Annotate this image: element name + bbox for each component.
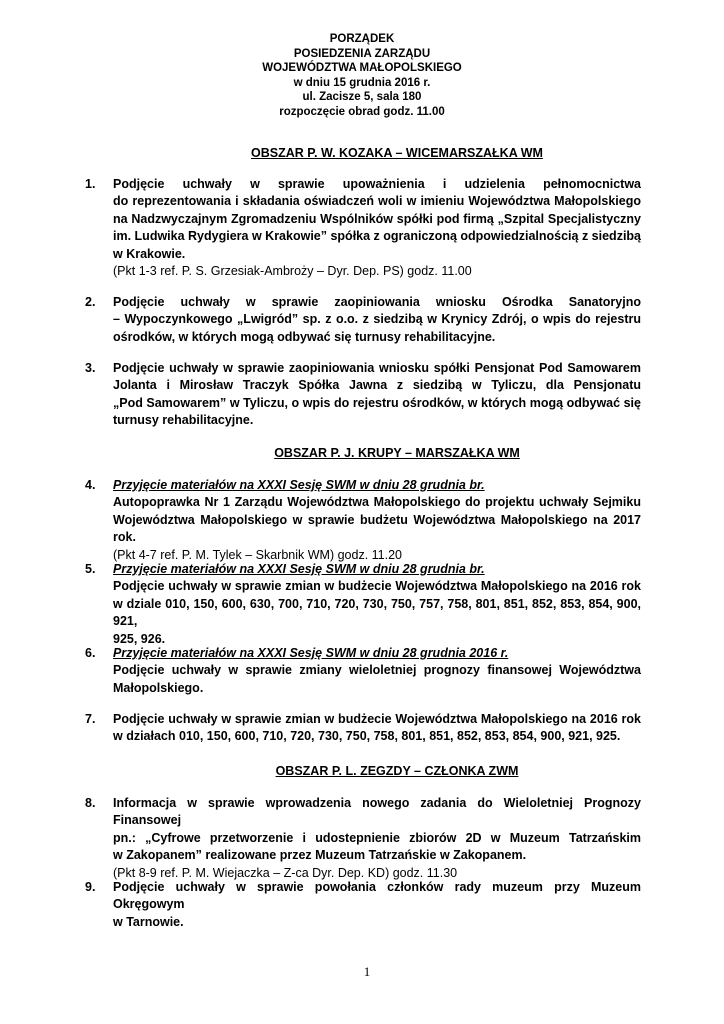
agenda-item xyxy=(85,176,641,280)
item-number: 7. xyxy=(85,712,96,726)
item-session-heading: Przyjęcie materiałów na XXXI Sesję SWM w dniu 28 grudnia br. xyxy=(113,562,485,576)
section-heading: OBSZAR P. J. KRUPY – MARSZAŁKA WM xyxy=(274,446,520,460)
item-text-line: w Zakopanem” realizowane przez Muzeum Tatrzańskie w Zakopanem. xyxy=(113,848,527,863)
item-text-line: w działach 010, 150, 600, 710, 720, 730, 750, 758, 801, 851, 852, 853, 854, 900, 921, 925. xyxy=(113,729,621,744)
item-text-line: w Krakowie. xyxy=(113,246,186,261)
item-text-line: Podjęcie uchwały w sprawie powołania członków rady muzeum przy Muzeum Okręgowym xyxy=(113,880,641,912)
item-text-line: ośrodków, w których mogą odbywać się turnusy rehabilitacyjne. xyxy=(113,329,496,344)
item-number: 6. xyxy=(85,646,96,660)
item-text-line: Województwa Małopolskiego w sprawie budżetu Województwa Małopolskiego na 2017 rok. xyxy=(113,512,641,545)
item-number: 3. xyxy=(85,361,96,375)
header-start-time: rozpoczęcie obrad godz. 11.00 xyxy=(279,105,445,118)
header-date: w dniu 15 grudnia 2016 r. xyxy=(293,76,431,89)
item-text-line: Jolanta i Mirosław Traczyk Spółka Jawna z siedzibą w Tyliczu, dla Pensjonatu xyxy=(113,378,641,393)
item-number: 2. xyxy=(85,295,96,309)
item-session-heading: Przyjęcie materiałów na XXXI Sesję SWM w dniu 28 grudnia br. xyxy=(113,478,485,492)
item-text-line: – Wypoczynkowego „Lwigród” sp. z o.o. z siedzibą w Krynicy Zdrój, o wpis do rejestru xyxy=(113,312,641,327)
header-subtitle: POSIEDZENIA ZARZĄDU xyxy=(293,47,431,60)
item-text-line: w dziale 010, 150, 600, 630, 700, 710, 720, 730, 750, 757, 758, 801, 851, 852, 853, 854, 900, 921, xyxy=(113,596,641,629)
item-text-line: do reprezentowania i składania oświadczeń woli w imieniu Województwa Małopolskiego xyxy=(113,194,641,209)
agenda-item xyxy=(85,360,641,430)
section-heading: OBSZAR P. W. KOZAKA – WICEMARSZAŁKA WM xyxy=(251,146,543,160)
item-text-line: Podjęcie uchwały w sprawie upoważnienia i udzielenia pełnomocnictwa xyxy=(113,177,641,191)
item-text-line: Podjęcie uchwały w sprawie zaopiniowania wniosku Ośrodka Sanatoryjno xyxy=(113,295,641,309)
item-text-line: na Nadzwyczajnym Zgromadzeniu Wspólników spółki pod firmą „Szpital Specjalistyczny xyxy=(113,211,641,226)
header-organization: WOJEWÓDZTWA MAŁOPOLSKIEGO xyxy=(262,62,462,75)
item-number: 1. xyxy=(85,177,96,191)
item-reference-note: (Pkt 8-9 ref. P. M. Wiejaczka – Z-ca Dyr. Dep. KD) godz. 11.30 xyxy=(113,865,458,880)
item-text-line: Podjęcie uchwały w sprawie zmian w budżecie Województwa Małopolskiego na 2016 rok xyxy=(113,579,641,594)
item-number: 9. xyxy=(85,880,96,894)
item-text-line: Informacja w sprawie wprowadzenia nowego zadania do Wieloletniej Prognozy Finansowej xyxy=(113,796,641,828)
item-text-line: Podjęcie uchwały w sprawie zmiany wieloletniej prognozy finansowej Województwa xyxy=(113,663,641,678)
item-reference-note: (Pkt 4-7 ref. P. M. Tylek – Skarbnik WM) godz. 11.20 xyxy=(113,547,403,562)
item-text-line: Podjęcie uchwały w sprawie zaopiniowania wniosku spółki Pensjonat Pod Samowarem xyxy=(113,361,641,375)
agenda-item xyxy=(85,477,641,564)
agenda-item xyxy=(85,645,641,697)
item-text-line: „Pod Samowarem” w Tyliczu, o wpis do rejestru ośrodków, w których mogą odbywać się xyxy=(113,395,641,410)
agenda-item xyxy=(85,294,641,346)
item-number: 8. xyxy=(85,796,96,810)
item-text-line: w Tarnowie. xyxy=(113,914,184,929)
header-title: PORZĄDEK xyxy=(329,33,395,45)
item-text-line: Autopoprawka Nr 1 Zarządu Województwa Małopolskiego do projektu uchwały Sejmiku xyxy=(113,495,641,510)
document-header xyxy=(0,32,724,120)
item-reference-note: (Pkt 1-3 ref. P. S. Grzesiak-Ambroży – Dyr. Dep. PS) godz. 11.00 xyxy=(113,264,472,279)
item-number: 5. xyxy=(85,562,96,576)
item-text-line: Małopolskiego. xyxy=(113,680,204,695)
agenda-item xyxy=(85,711,641,746)
item-text-line: 925, 926. xyxy=(113,631,166,646)
agenda-item xyxy=(85,879,641,931)
item-text-line: turnusy rehabilitacyjne. xyxy=(113,413,254,428)
item-text-line: Podjęcie uchwały w sprawie zmian w budżecie Województwa Małopolskiego na 2016 rok xyxy=(113,712,641,726)
agenda-item xyxy=(85,795,641,882)
item-text-line: pn.: „Cyfrowe przetworzenie i udostepnienie zbiorów 2D w Muzeum Tatrzańskim xyxy=(113,830,641,845)
item-number: 4. xyxy=(85,478,96,492)
page-number: 1 xyxy=(363,964,371,979)
header-location: ul. Zacisze 5, sala 180 xyxy=(302,91,422,104)
item-session-heading: Przyjęcie materiałów na XXXI Sesję SWM w dniu 28 grudnia 2016 r. xyxy=(113,646,509,660)
section-heading: OBSZAR P. L. ZEGZDY – CZŁONKA ZWM xyxy=(275,764,519,778)
agenda-item xyxy=(85,561,641,648)
item-text-line: im. Ludwika Rydygiera w Krakowie” spółka z ograniczoną odpowiedzialnością z siedzibą xyxy=(113,229,641,244)
